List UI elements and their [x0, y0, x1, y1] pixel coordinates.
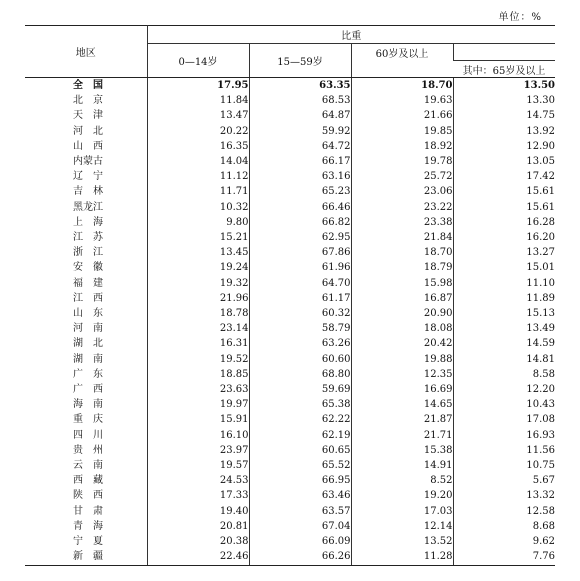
table-row — [25, 519, 555, 534]
table-row — [25, 260, 555, 275]
age-65-plus-cell: 11.10 — [526, 277, 555, 289]
age-0-14-cell: 11.12 — [147, 169, 249, 184]
age-60-plus-cell: 20.42 — [351, 336, 453, 351]
table-row — [25, 488, 555, 503]
age-60-plus-cell: 14.65 — [351, 397, 453, 412]
age-0-14-cell: 19.24 — [147, 260, 249, 275]
age-60-plus-cell: 14.91 — [351, 458, 453, 473]
table-row — [25, 245, 555, 260]
table-row — [25, 382, 555, 397]
age-0-14-cell: 15.91 — [147, 412, 249, 427]
age-15-59-cell: 66.09 — [249, 534, 351, 549]
table-row — [25, 108, 555, 123]
age-15-59-cell: 67.04 — [249, 519, 351, 534]
region-cell: 辽 宁 — [25, 169, 147, 184]
table-row — [25, 336, 555, 351]
age-15-59-cell: 66.46 — [249, 200, 351, 215]
table-row — [25, 367, 555, 382]
age-60-plus-cell: 18.92 — [351, 139, 453, 154]
table-row — [25, 504, 555, 519]
age-65-plus-cell: 14.59 — [526, 338, 555, 350]
age-60-plus-cell: 19.63 — [351, 93, 453, 108]
table-row — [25, 78, 555, 94]
age-65-plus-cell: 15.01 — [526, 262, 555, 274]
age-15-59-cell: 66.82 — [249, 215, 351, 230]
table-row — [25, 184, 555, 199]
age-15-59-cell: 63.57 — [249, 504, 351, 519]
age-0-14-cell: 21.96 — [147, 291, 249, 306]
table-row — [25, 215, 555, 230]
age-65-plus-cell: 11.56 — [526, 444, 555, 456]
age-0-14-header: 0—14岁 — [147, 44, 249, 78]
table-row — [25, 549, 555, 565]
age-60-plus-cell: 15.98 — [351, 276, 453, 291]
age-15-59-cell: 63.16 — [249, 169, 351, 184]
region-cell: 广 东 — [25, 367, 147, 382]
age-60-plus-cell: 18.70 — [351, 78, 453, 94]
age-65-plus-cell: 13.50 — [523, 80, 555, 91]
region-cell: 海 南 — [25, 397, 147, 412]
age-15-59-cell: 63.46 — [249, 488, 351, 503]
age-0-14-cell: 20.22 — [147, 124, 249, 139]
age-0-14-cell: 17.33 — [147, 488, 249, 503]
age-15-59-cell: 65.23 — [249, 184, 351, 199]
age-0-14-cell: 16.10 — [147, 428, 249, 443]
age-15-59-cell: 66.95 — [249, 473, 351, 488]
age-65-plus-cell: 13.92 — [526, 125, 555, 137]
table-row — [25, 169, 555, 184]
age-60-plus-cell: 19.78 — [351, 154, 453, 169]
age-0-14-cell: 20.38 — [147, 534, 249, 549]
age-65-plus-cell: 14.81 — [526, 353, 555, 365]
age-0-14-cell: 15.21 — [147, 230, 249, 245]
region-cell: 青 海 — [25, 519, 147, 534]
age-15-59-cell: 64.87 — [249, 108, 351, 123]
table-row — [25, 291, 555, 306]
age-15-59-cell: 60.60 — [249, 352, 351, 367]
age-65-plus-cell: 13.49 — [526, 323, 555, 335]
age-65-plus-cell: 15.61 — [526, 201, 555, 213]
age-15-59-cell: 65.52 — [249, 458, 351, 473]
table-row — [25, 306, 555, 321]
table-row — [25, 428, 555, 443]
unit-label: 单位：% — [498, 12, 542, 23]
region-cell: 西 藏 — [25, 473, 147, 488]
age-60-plus-cell: 18.08 — [351, 321, 453, 336]
age-65-plus-cell: 13.32 — [526, 490, 555, 502]
age-60-plus-cell: 23.22 — [351, 200, 453, 215]
table-row — [25, 276, 555, 291]
age-65-plus-cell: 17.42 — [526, 171, 555, 183]
age-0-14-cell: 14.04 — [147, 154, 249, 169]
age-65-plus-cell: 16.20 — [526, 232, 555, 244]
age-15-59-cell: 60.32 — [249, 306, 351, 321]
region-cell: 山 西 — [25, 139, 147, 154]
age-15-59-header: 15—59岁 — [249, 44, 351, 78]
age-60-plus-cell: 23.38 — [351, 215, 453, 230]
age-60-plus-cell: 16.69 — [351, 382, 453, 397]
age-0-14-cell: 19.32 — [147, 276, 249, 291]
region-cell: 黑龙江 — [25, 200, 147, 215]
age-60-plus-cell: 19.85 — [351, 124, 453, 139]
age-0-14-cell: 19.97 — [147, 397, 249, 412]
table-row — [25, 93, 555, 108]
age-60-plus-cell: 8.52 — [351, 473, 453, 488]
age-15-59-cell: 62.22 — [249, 412, 351, 427]
age-0-14-cell: 19.57 — [147, 458, 249, 473]
age-0-14-cell: 18.85 — [147, 367, 249, 382]
region-cell: 贵 州 — [25, 443, 147, 458]
table-row — [25, 200, 555, 215]
age-0-14-cell: 18.78 — [147, 306, 249, 321]
age-0-14-cell: 11.71 — [147, 184, 249, 199]
age-60-plus-cell: 12.14 — [351, 519, 453, 534]
table-row — [25, 534, 555, 549]
age-0-14-cell: 19.40 — [147, 504, 249, 519]
age-60-plus-cell: 15.38 — [351, 443, 453, 458]
region-cell: 河 南 — [25, 321, 147, 336]
age-15-59-cell: 61.17 — [249, 291, 351, 306]
age-0-14-cell: 11.84 — [147, 93, 249, 108]
proportion-header: 比重 — [147, 26, 555, 44]
region-cell: 陕 西 — [25, 488, 147, 503]
region-cell: 江 苏 — [25, 230, 147, 245]
age-15-59-cell: 58.79 — [249, 321, 351, 336]
region-cell: 浙 江 — [25, 245, 147, 260]
age-0-14-cell: 13.47 — [147, 108, 249, 123]
age-15-59-cell: 62.95 — [249, 230, 351, 245]
table-row — [25, 473, 555, 488]
age-60-plus-cell: 21.66 — [351, 108, 453, 123]
age-15-59-cell: 59.92 — [249, 124, 351, 139]
age-15-59-cell: 66.26 — [249, 549, 351, 565]
region-cell: 四 川 — [25, 428, 147, 443]
age-60-plus-cell: 21.71 — [351, 428, 453, 443]
age-15-59-cell: 63.35 — [249, 78, 351, 94]
age-0-14-cell: 23.63 — [147, 382, 249, 397]
age-65-plus-cell: 13.27 — [526, 247, 555, 259]
age-15-59-cell: 65.38 — [249, 397, 351, 412]
region-cell: 全 国 — [25, 78, 147, 94]
age-0-14-cell: 22.46 — [147, 549, 249, 565]
age-65-plus-cell: 8.68 — [532, 520, 555, 532]
age-60-plus-cell: 12.35 — [351, 367, 453, 382]
region-cell: 广 西 — [25, 382, 147, 397]
age-15-59-cell: 63.26 — [249, 336, 351, 351]
age-15-59-cell: 62.19 — [249, 428, 351, 443]
age-60-plus-cell: 21.87 — [351, 412, 453, 427]
age-15-59-cell: 64.70 — [249, 276, 351, 291]
age-0-14-cell: 20.81 — [147, 519, 249, 534]
age-65-plus-cell: 16.28 — [526, 216, 555, 228]
age-0-14-cell: 19.52 — [147, 352, 249, 367]
age-15-59-cell: 59.69 — [249, 382, 351, 397]
table-body — [25, 78, 555, 566]
age-65-plus-cell: 17.08 — [526, 414, 555, 426]
age-60-plus-header-blank — [351, 61, 453, 78]
age-15-59-cell: 66.17 — [249, 154, 351, 169]
region-cell: 重 庆 — [25, 412, 147, 427]
table-row — [25, 154, 555, 169]
age-15-59-cell: 67.86 — [249, 245, 351, 260]
table-row — [25, 412, 555, 427]
region-cell: 吉 林 — [25, 184, 147, 199]
age-60-plus-cell: 19.20 — [351, 488, 453, 503]
region-cell: 新 疆 — [25, 549, 147, 565]
age-65-plus-header: 其中：65岁及以上 — [453, 61, 555, 78]
age-60-plus-cell: 19.88 — [351, 352, 453, 367]
region-cell: 宁 夏 — [25, 534, 147, 549]
age-60-plus-header: 60岁及以上 — [351, 44, 453, 61]
age-65-plus-cell: 5.67 — [532, 475, 555, 487]
age-0-14-cell: 16.31 — [147, 336, 249, 351]
age-0-14-cell: 23.97 — [147, 443, 249, 458]
age-0-14-cell: 13.45 — [147, 245, 249, 260]
region-column-header: 地区 — [25, 26, 147, 78]
age-65-plus-cell: 15.13 — [526, 308, 555, 320]
region-cell: 河 北 — [25, 124, 147, 139]
age-65-plus-cell: 8.58 — [532, 368, 555, 380]
table-row — [25, 443, 555, 458]
age-0-14-cell: 23.14 — [147, 321, 249, 336]
age-60-plus-cell: 25.72 — [351, 169, 453, 184]
age-0-14-cell: 10.32 — [147, 200, 249, 215]
age-65-plus-cell: 14.75 — [526, 110, 555, 122]
age-65-plus-cell: 10.75 — [526, 460, 555, 472]
age-0-14-cell: 9.80 — [147, 215, 249, 230]
region-cell: 山 东 — [25, 306, 147, 321]
age-15-59-cell: 68.53 — [249, 93, 351, 108]
region-cell: 福 建 — [25, 276, 147, 291]
age-15-59-cell: 64.72 — [249, 139, 351, 154]
age-60-plus-cell: 18.79 — [351, 260, 453, 275]
region-cell: 甘 肃 — [25, 504, 147, 519]
table-row — [25, 230, 555, 245]
population-age-table — [25, 25, 555, 566]
age-0-14-cell: 17.95 — [147, 78, 249, 94]
region-cell: 天 津 — [25, 108, 147, 123]
age-60-plus-cell: 18.70 — [351, 245, 453, 260]
age-65-plus-cell: 9.62 — [532, 536, 555, 548]
age-60-plus-cell: 11.28 — [351, 549, 453, 565]
region-cell: 云 南 — [25, 458, 147, 473]
age-60-plus-header-spacer — [453, 44, 555, 61]
table-row — [25, 321, 555, 336]
age-15-59-cell: 60.65 — [249, 443, 351, 458]
age-60-plus-cell: 23.06 — [351, 184, 453, 199]
age-65-plus-cell: 12.20 — [526, 384, 555, 396]
age-65-plus-cell: 10.43 — [526, 399, 555, 411]
region-cell: 内蒙古 — [25, 154, 147, 169]
age-60-plus-cell: 20.90 — [351, 306, 453, 321]
region-cell: 北 京 — [25, 93, 147, 108]
age-0-14-cell: 24.53 — [147, 473, 249, 488]
age-15-59-cell: 61.96 — [249, 260, 351, 275]
age-60-plus-cell: 17.03 — [351, 504, 453, 519]
age-60-plus-cell: 13.52 — [351, 534, 453, 549]
region-cell: 江 西 — [25, 291, 147, 306]
age-65-plus-cell: 7.76 — [453, 549, 555, 565]
region-cell: 安 徽 — [25, 260, 147, 275]
age-65-plus-cell: 12.90 — [526, 140, 555, 152]
age-65-plus-cell: 15.61 — [526, 186, 555, 198]
age-60-plus-cell: 21.84 — [351, 230, 453, 245]
table-row — [25, 458, 555, 473]
region-cell: 上 海 — [25, 215, 147, 230]
age-60-plus-cell: 16.87 — [351, 291, 453, 306]
region-cell: 湖 南 — [25, 352, 147, 367]
age-65-plus-cell: 13.30 — [526, 95, 555, 107]
table-row — [25, 139, 555, 154]
table-row — [25, 352, 555, 367]
table-row — [25, 397, 555, 412]
age-65-plus-cell: 13.05 — [526, 156, 555, 168]
age-65-plus-cell: 12.58 — [526, 505, 555, 517]
age-65-plus-cell: 11.89 — [526, 292, 555, 304]
age-0-14-cell: 16.35 — [147, 139, 249, 154]
age-65-plus-cell: 16.93 — [526, 429, 555, 441]
region-cell: 湖 北 — [25, 336, 147, 351]
age-15-59-cell: 68.80 — [249, 367, 351, 382]
table-row — [25, 124, 555, 139]
